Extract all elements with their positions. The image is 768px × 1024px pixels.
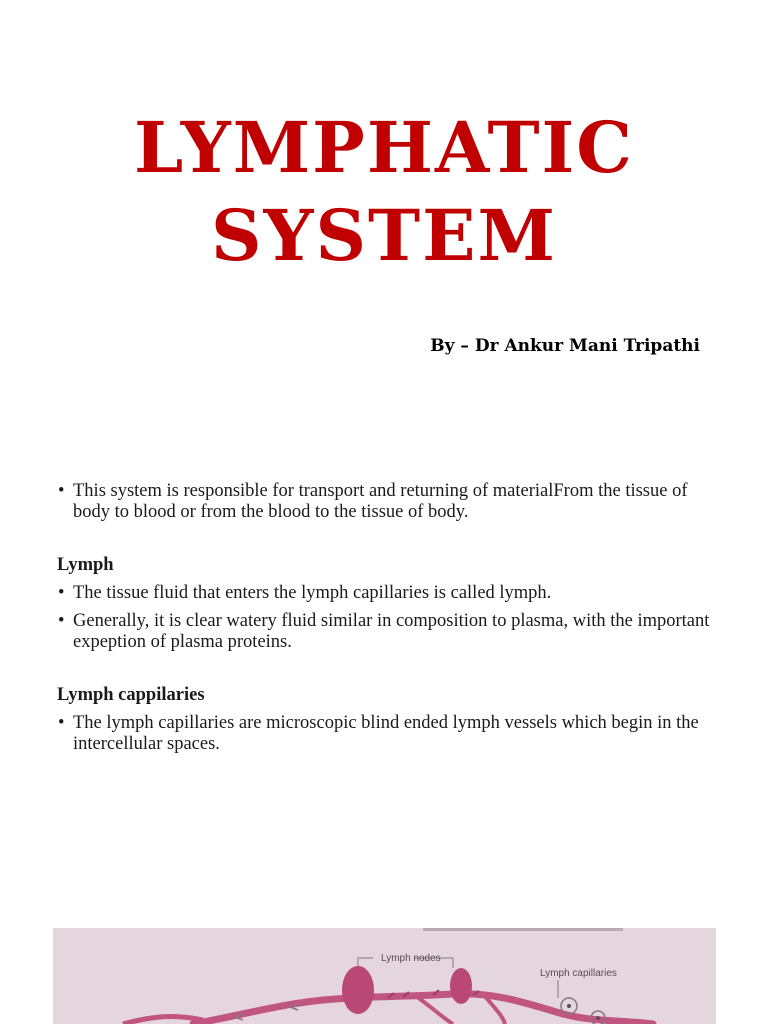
title-line-1: LYMPHATIC bbox=[133, 106, 634, 189]
intro-list bbox=[57, 481, 717, 523]
slide-content bbox=[57, 481, 717, 762]
lymph-node bbox=[450, 968, 472, 1004]
lymphatic-diagram bbox=[53, 928, 716, 1024]
capillaries-bullet: • The lymph capillaries are microscopic blind ended lymph vessels which begin in the intercellular spaces. bbox=[57, 713, 717, 755]
slide-title bbox=[0, 104, 768, 280]
intro-bullet: • This system is responsible for transport and returning of materialFrom the tissue of body to blood or from the blood to the tissue of body. bbox=[57, 481, 717, 523]
cell-nucleus bbox=[567, 1004, 571, 1008]
title-line-2: SYSTEM bbox=[210, 194, 557, 277]
lymph-bullet: • Generally, it is clear watery fluid similar in composition to plasma, with the important expeption of plasma proteins. bbox=[57, 611, 717, 653]
lymphatic-diagram-photo bbox=[53, 928, 716, 1024]
lymph-bullet-list bbox=[57, 583, 717, 653]
cell-nucleus bbox=[596, 1016, 600, 1020]
label-lymph-nodes: Lymph nodes bbox=[381, 953, 441, 964]
section-lymph-capillaries bbox=[57, 685, 717, 755]
lymph-bullet: • The tissue fluid that enters the lymph capillaries is called lymph. bbox=[57, 583, 717, 604]
section-heading-lymph: Lymph bbox=[57, 555, 114, 575]
author-byline: By – Dr Ankur Mani Tripathi bbox=[430, 336, 700, 356]
lymph-node bbox=[342, 966, 374, 1014]
label-lymph-capillaries: Lymph capillaries bbox=[540, 968, 617, 979]
section-heading-capillaries: Lymph cappilaries bbox=[57, 685, 205, 705]
lymph-vessel bbox=[193, 994, 653, 1024]
scanned-text-fragment bbox=[423, 928, 623, 931]
section-lymph bbox=[57, 555, 717, 653]
capillaries-bullet-list bbox=[57, 713, 717, 755]
